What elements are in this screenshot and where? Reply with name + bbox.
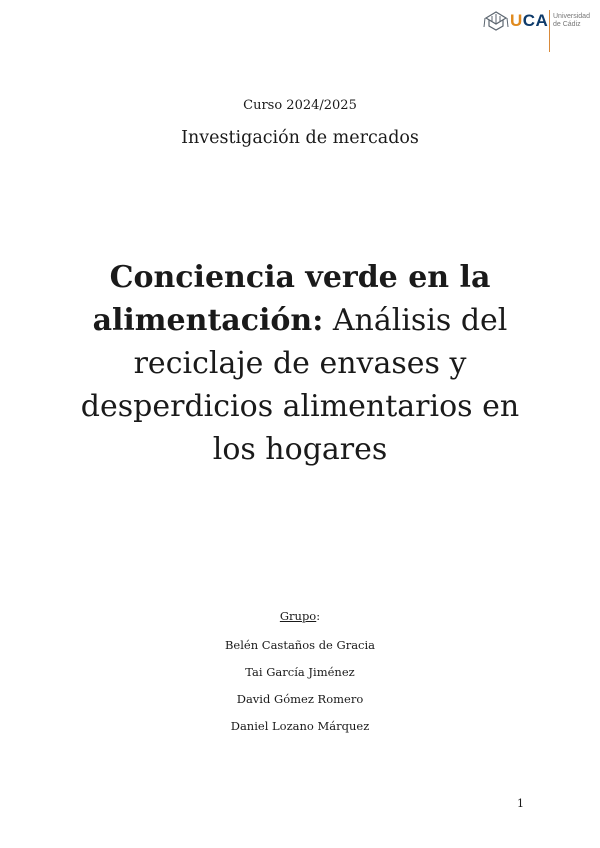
title-regular-part: Análisis del reciclaje de envases y desperdicios alimentarios en los hogares (80, 303, 520, 467)
course-year: Curso 2024/2025 (243, 98, 357, 113)
group-member: Daniel Lozano Márquez (230, 719, 370, 733)
logo-divider (549, 10, 550, 52)
subject-name: Investigación de mercados (181, 128, 419, 148)
acronym-ca: CA (522, 11, 549, 30)
group-member: David Gómez Romero (236, 692, 364, 706)
title-bold-part: Conciencia verde en la alimentación: (92, 260, 491, 338)
university-name-line-1: Universidad (553, 13, 590, 20)
group-heading (0, 605, 600, 627)
university-name (553, 13, 593, 29)
group-section (0, 605, 600, 740)
acronym-u: U (510, 11, 523, 30)
university-acronym (510, 11, 548, 31)
group-label: Grupo (279, 609, 317, 623)
page-number: 1 (517, 797, 524, 810)
group-member: Tai García Jiménez (245, 665, 355, 679)
group-member: Belén Castaños de Gracia (224, 638, 376, 652)
university-name-line-2: de Cádiz (553, 21, 581, 28)
document-title (60, 256, 540, 471)
group-label-suffix: : (316, 609, 321, 623)
university-emblem-icon (483, 10, 509, 32)
university-logo (483, 8, 593, 52)
